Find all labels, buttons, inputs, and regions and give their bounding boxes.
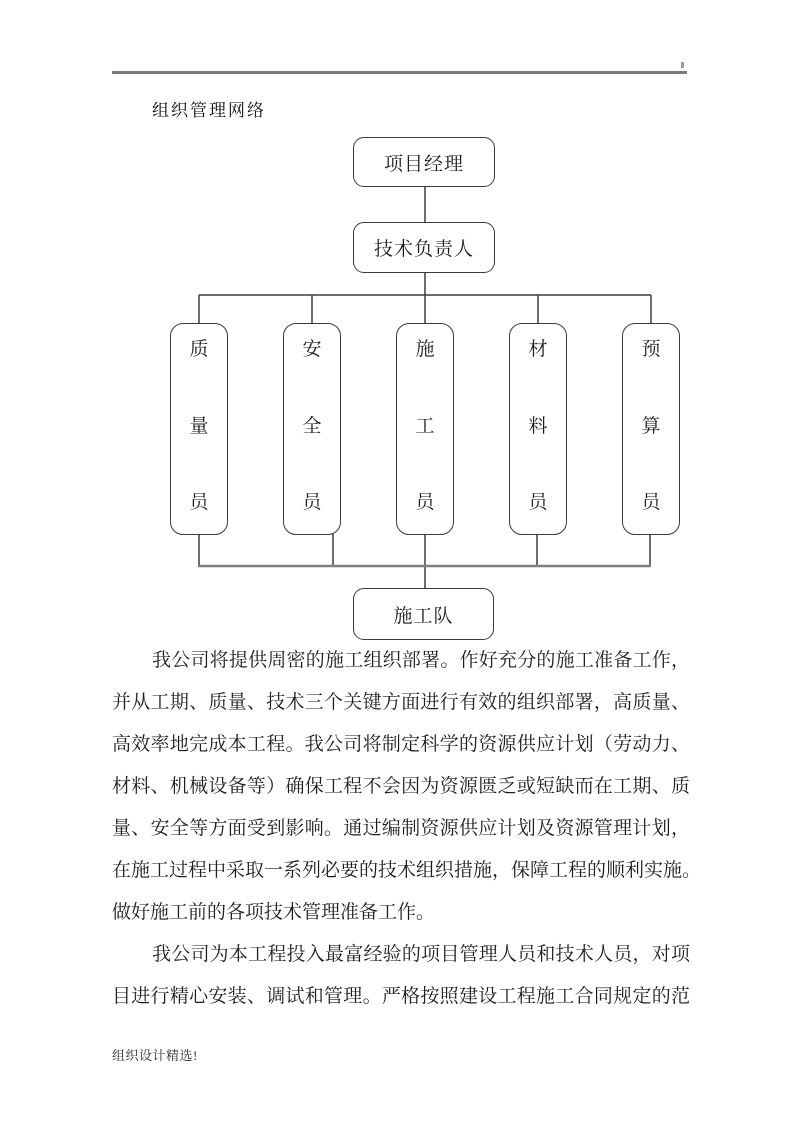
page-title: 组织管理网络 — [152, 101, 266, 120]
org-node-budget-officer: 预 算 员 — [622, 323, 680, 535]
org-node-construction-officer: 施 工 员 — [396, 323, 454, 535]
paragraph-line: 我公司为本工程投入最富经验的项目管理人员和技术人员，对项 — [152, 944, 690, 965]
paragraph-line: 并从工期、质量、技术三个关键方面进行有效的组织部署，高质量、 — [112, 692, 690, 713]
org-node-materials-officer: 材 料 员 — [509, 323, 567, 535]
org-node-quality-officer: 质 量 员 — [170, 323, 228, 535]
org-node-construction-team: 施工队 — [353, 588, 494, 640]
paragraph-line: 高效率地完成本工程。我公司将制定科学的资源供应计划（劳动力、 — [112, 734, 690, 755]
body-text — [112, 640, 702, 1018]
footer-text: 组织设计精选! — [112, 1048, 198, 1063]
paragraph-line: 目进行精心安装、调试和管理。严格按照建设工程施工合同规定的范 — [112, 986, 690, 1007]
paragraph-line: 我公司将提供周密的施工组织部署。作好充分的施工准备工作， — [152, 650, 690, 671]
org-node-safety-officer: 安 全 员 — [283, 323, 341, 535]
paragraph-line: 量、安全等方面受到影响。通过编制资源供应计划及资源管理计划， — [112, 818, 690, 839]
org-node-project-manager: 项目经理 — [353, 137, 495, 187]
paragraph-line: 在施工过程中采取一系列必要的技术组织措施，保障工程的顺利实施。 — [112, 860, 702, 881]
paragraph-line: 做好施工前的各项技术管理准备工作。 — [112, 902, 436, 923]
org-node-technical-director: 技术负责人 — [353, 222, 495, 273]
paragraph-line: 材料、机械设备等）确保工程不会因为资源匮乏或短缺而在工期、质 — [112, 776, 690, 797]
